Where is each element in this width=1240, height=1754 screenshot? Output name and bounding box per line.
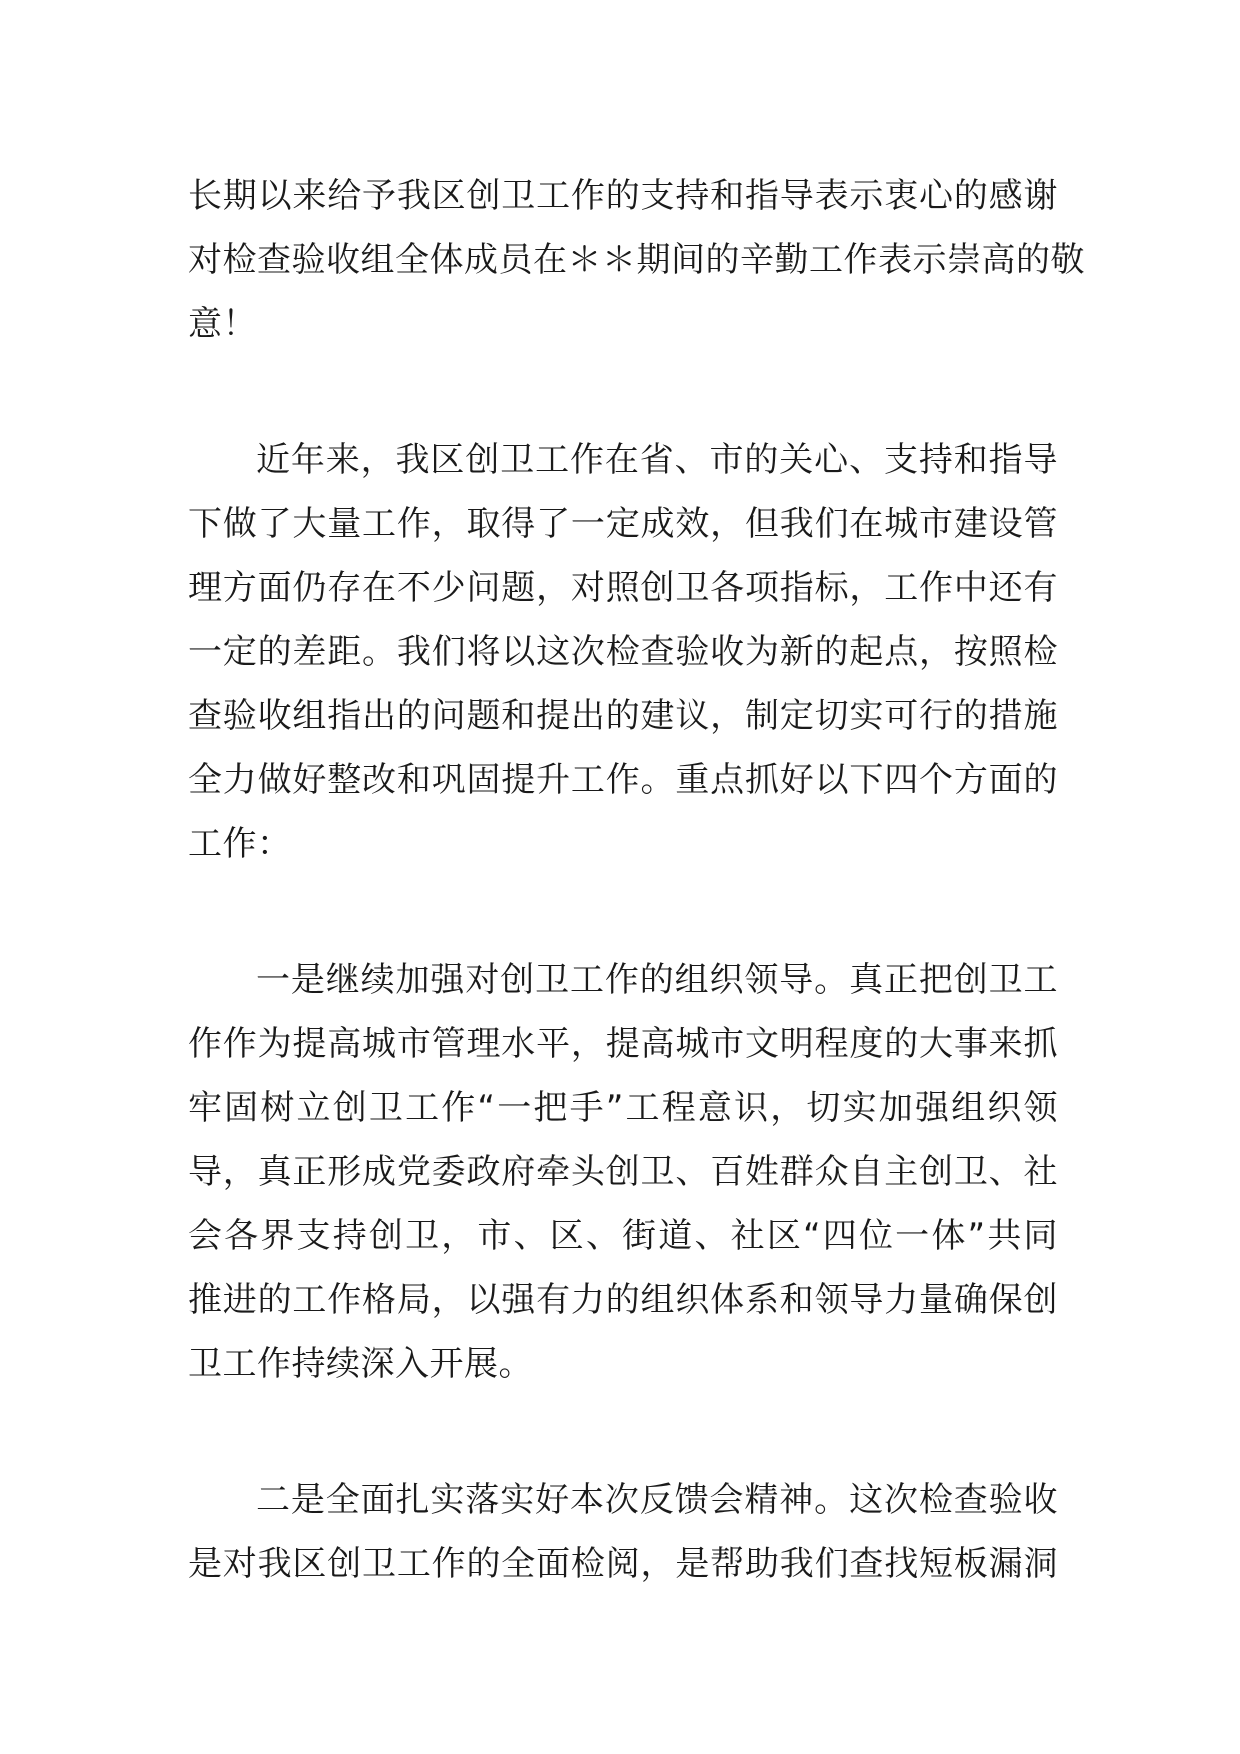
text-line: 是对我区创卫工作的全面检阅，是帮助我们查找短板漏洞 [188,1544,1058,1584]
paragraph-point-one [188,948,1058,1396]
text-line: 长期以来给予我区创卫工作的支持和指导表示衷心的感谢 [188,176,1058,216]
text-line: 全力做好整改和巩固提升工作。重点抓好以下四个方面的 [188,760,1058,800]
text-line: 卫工作持续深入开展。 [188,1344,533,1384]
text-line: 一定的差距。我们将以这次检查验收为新的起点，按照检 [188,632,1058,672]
text-line: 工作： [188,824,292,864]
text-line: 导，真正形成党委政府牵头创卫、百姓群众自主创卫、社 [188,1152,1058,1192]
text-line: 下做了大量工作，取得了一定成效，但我们在城市建设管 [188,504,1058,544]
paragraph-thanks [188,164,1085,356]
text-line: 查验收组指出的问题和提出的建议，制定切实可行的措施 [188,696,1058,736]
text-line: 二是全面扎实落实好本次反馈会精神。这次检查验收 [256,1480,1058,1520]
paragraph-recent-years [188,428,1058,876]
text-line: 作作为提高城市管理水平，提高城市文明程度的大事来抓 [188,1024,1058,1064]
text-line: 近年来，我区创卫工作在省、市的关心、支持和指导 [256,440,1058,480]
text-line: 对检查验收组全体成员在＊＊期间的辛勤工作表示崇高的敬 [188,240,1085,280]
text-line: 理方面仍存在不少问题，对照创卫各项指标，工作中还有 [188,568,1058,608]
text-line: 推进的工作格局，以强有力的组织体系和领导力量确保创 [188,1280,1058,1320]
text-line: 牢固树立创卫工作“一把手”工程意识，切实加强组织领 [188,1088,1058,1128]
text-line: 一是继续加强对创卫工作的组织领导。真正把创卫工 [256,960,1058,1000]
paragraph-point-two [188,1468,1058,1596]
text-line: 会各界支持创卫，市、区、街道、社区“四位一体”共同 [188,1216,1058,1256]
text-line: 意！ [188,304,257,344]
